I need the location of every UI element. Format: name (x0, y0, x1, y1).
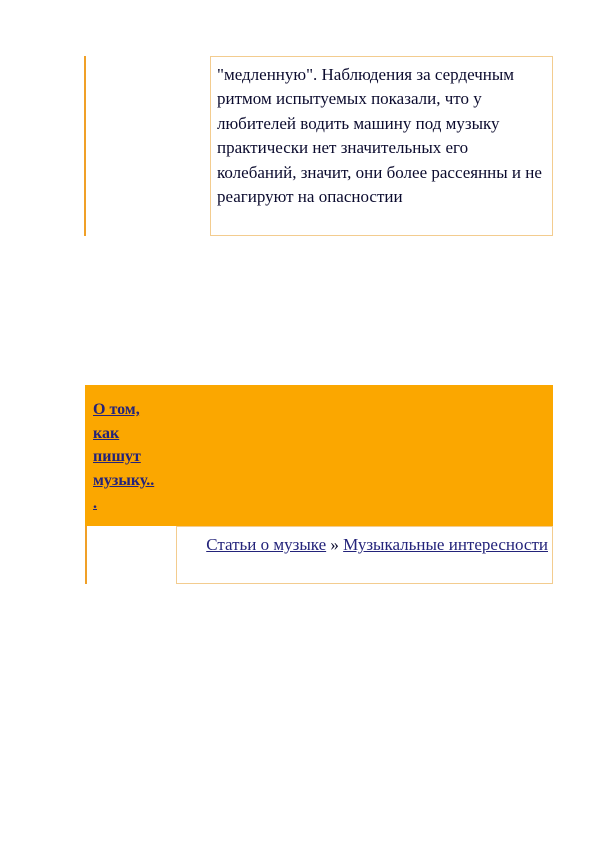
article-text-block (210, 56, 553, 236)
article-body-text: "медленную". Наблюдения за сердечным ритмом испытуемых показали, что у любителей водить машину под музыку практически нет значительных его колебаний, значит, они более рассеянны и не реагируют на опасностии (217, 65, 542, 207)
breadcrumb-link-music-articles[interactable]: Статьи о музыке (206, 535, 327, 554)
breadcrumb-link-music-curiosities[interactable]: Музыкальные интересности (343, 535, 548, 554)
left-border-line (84, 56, 86, 236)
breadcrumb (176, 526, 553, 584)
breadcrumb-spacer-cell (85, 526, 175, 584)
breadcrumb-separator: » (326, 535, 344, 554)
next-article-title-link[interactable]: О том, как пишут музыку.. . (93, 401, 155, 512)
